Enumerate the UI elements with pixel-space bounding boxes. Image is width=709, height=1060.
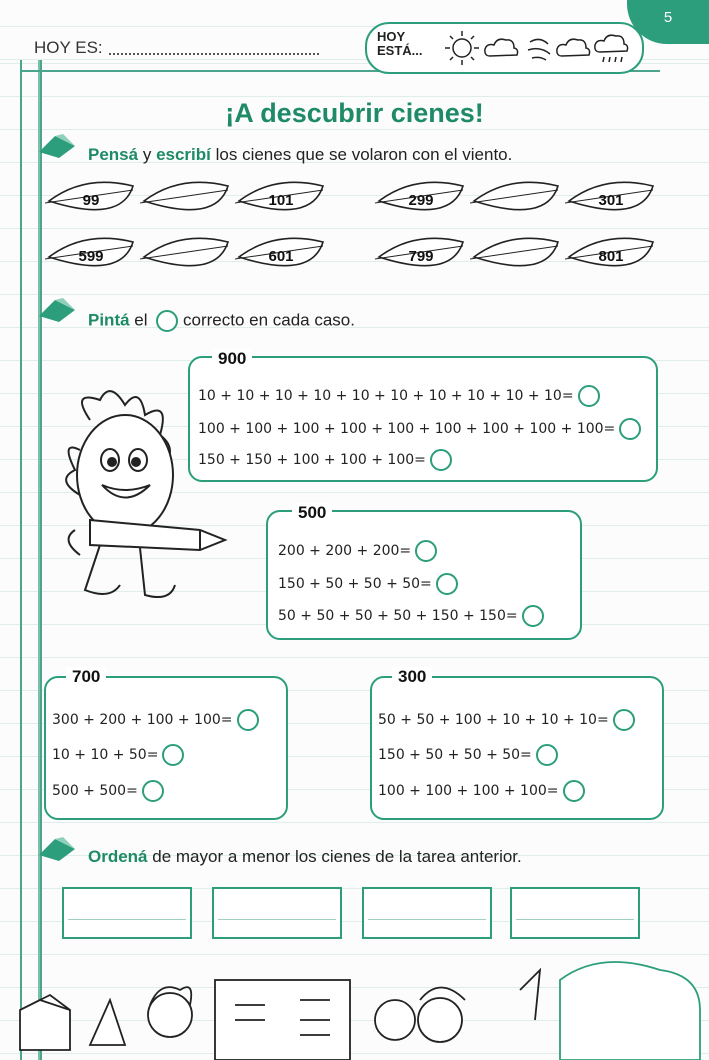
leaves-row-1: [35, 178, 665, 224]
answer-circle[interactable]: [142, 780, 164, 802]
leaf: 299: [375, 178, 467, 224]
answer-circle[interactable]: [430, 449, 452, 471]
leaf-blank[interactable]: [470, 178, 562, 224]
task1-instruction: Pensá y escribí los cienes que se volaron con el viento.: [88, 145, 513, 164]
leaf: 799: [375, 234, 467, 280]
answer-circle[interactable]: [415, 540, 437, 562]
pencil-icon: [37, 296, 79, 324]
answer-circle[interactable]: [619, 418, 641, 440]
equation-row: 100 + 100 + 100 + 100 + 100 + 100 + 100 + 100 + 100=: [198, 418, 641, 440]
leaf: 101: [235, 178, 327, 224]
date-label: HOY ES:: [34, 38, 103, 57]
leaf-blank[interactable]: [140, 178, 232, 224]
leaf: 601: [235, 234, 327, 280]
equation-row: 100 + 100 + 100 + 100=: [378, 780, 585, 802]
answer-circle[interactable]: [613, 709, 635, 731]
answer-circle[interactable]: [522, 605, 544, 627]
group-target: 700: [66, 667, 106, 687]
weather-label: HOY ESTÁ...: [377, 29, 423, 58]
circle-icon: [156, 310, 178, 332]
page-number: 5: [627, 0, 709, 44]
equation-row: 500 + 500=: [52, 780, 164, 802]
task2-instruction: Pintá el correcto en cada caso.: [88, 310, 355, 332]
answer-circle[interactable]: [162, 744, 184, 766]
pencil-icon: [37, 132, 79, 160]
task3-instruction: Ordená de mayor a menor los cienes de la tarea anterior.: [88, 847, 522, 866]
leaf: 801: [565, 234, 657, 280]
equation-row: 10 + 10 + 50=: [52, 744, 184, 766]
cloud-sun-icon: [557, 39, 590, 56]
answer-circle[interactable]: [436, 573, 458, 595]
equation-row: 150 + 150 + 100 + 100 + 100=: [198, 449, 452, 471]
date-line: [109, 53, 319, 55]
date-field[interactable]: [34, 38, 319, 58]
equation-row: 10 + 10 + 10 + 10 + 10 + 10 + 10 + 10 + 10 + 10=: [198, 385, 600, 407]
bottom-illustration: [0, 930, 709, 1060]
equation-row: 50 + 50 + 100 + 10 + 10 + 10=: [378, 709, 635, 731]
weather-selector: [365, 22, 644, 74]
answer-circle[interactable]: [578, 385, 600, 407]
answer-circle[interactable]: [563, 780, 585, 802]
cloud-icon: [485, 39, 518, 56]
equation-row: 150 + 50 + 50 + 50=: [278, 573, 458, 595]
rain-cloud-icon: [595, 35, 628, 62]
answer-circle[interactable]: [536, 744, 558, 766]
leaf: 599: [45, 234, 137, 280]
leaf-blank[interactable]: [140, 234, 232, 280]
leaf: 99: [45, 178, 137, 224]
weather-icons[interactable]: [442, 28, 637, 68]
leaf-blank[interactable]: [470, 234, 562, 280]
sun-icon: [445, 31, 479, 65]
equation-row: 300 + 200 + 100 + 100=: [52, 709, 259, 731]
equation-row: 50 + 50 + 50 + 50 + 150 + 150=: [278, 605, 544, 627]
pencil-icon: [37, 835, 79, 863]
page-title: ¡A descubrir cienes!: [225, 98, 484, 128]
leaf: 301: [565, 178, 657, 224]
group-target: 900: [212, 349, 252, 369]
equation-row: 150 + 50 + 50 + 50=: [378, 744, 558, 766]
wind-icon: [528, 39, 550, 60]
answer-circle[interactable]: [237, 709, 259, 731]
equation-row: 200 + 200 + 200=: [278, 540, 437, 562]
group-target: 300: [392, 667, 432, 687]
mascot-illustration: [50, 380, 230, 610]
leaves-row-2: [35, 234, 665, 280]
group-target: 500: [292, 503, 332, 523]
